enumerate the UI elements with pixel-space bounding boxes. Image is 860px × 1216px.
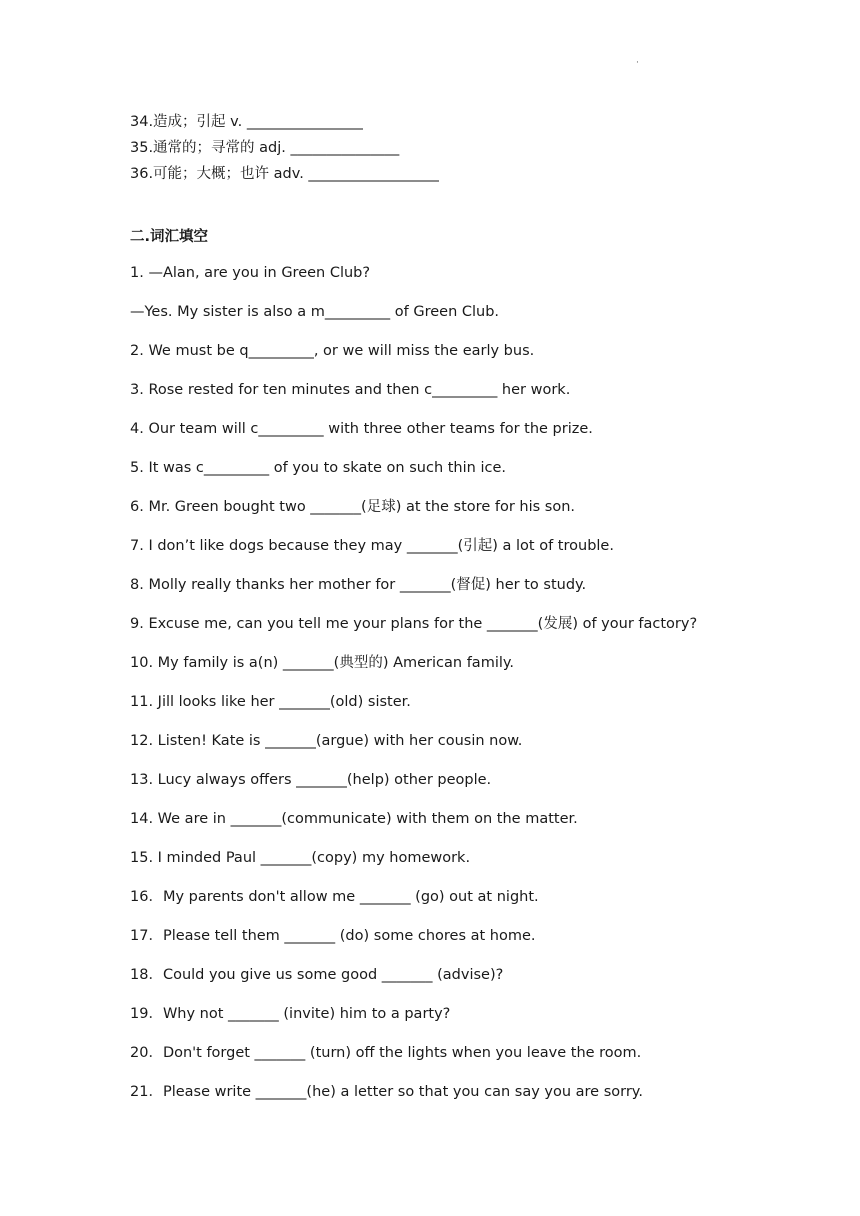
- vocab-item-35: 35.通常的；寻常的 adj. _______________: [130, 140, 400, 156]
- question-8: 8. Molly really thanks her mother for _______(督促) her to study.: [130, 577, 587, 593]
- page-mark: ·: [636, 58, 639, 68]
- vocab-list: [130, 109, 439, 187]
- question-13: 13. Lucy always offers _______(help) other people.: [130, 772, 492, 788]
- question-6: 6. Mr. Green bought two _______(足球) at the store for his son.: [130, 499, 575, 515]
- question-20: 20．Don't forget _______ (turn) off the lights when you leave the room.: [130, 1045, 642, 1061]
- vocab-item-36: 36.可能；大概；也许 adv. __________________: [130, 166, 439, 182]
- question-2: 2. We must be q_________, or we will miss the early bus.: [130, 343, 535, 359]
- question-12: 12. Listen! Kate is _______(argue) with her cousin now.: [130, 733, 523, 749]
- question-7: 7. I don’t like dogs because they may _______(引起) a lot of trouble.: [130, 538, 614, 554]
- question-1-prompt: 1. —Alan, are you in Green Club?: [130, 265, 371, 281]
- question-4: 4. Our team will c_________ with three other teams for the prize.: [130, 421, 593, 437]
- question-17: 17．Please tell them _______ (do) some chores at home.: [130, 928, 536, 944]
- section-title: 二.词汇填空: [130, 229, 209, 245]
- question-18: 18．Could you give us some good _______ (advise)?: [130, 967, 504, 983]
- question-list: [130, 264, 697, 1122]
- question-15: 15. I minded Paul _______(copy) my homework.: [130, 850, 471, 866]
- question-11: 11. Jill looks like her _______(old) sister.: [130, 694, 411, 710]
- question-14: 14. We are in _______(communicate) with them on the matter.: [130, 811, 578, 827]
- question-5: 5. It was c_________ of you to skate on such thin ice.: [130, 460, 506, 476]
- question-16: 16．My parents don't allow me _______ (go) out at night.: [130, 889, 539, 905]
- question-19: 19．Why not _______ (invite) him to a party?: [130, 1006, 451, 1022]
- question-9: 9. Excuse me, can you tell me your plans for the _______(发展) of your factory?: [130, 616, 698, 632]
- question-3: 3. Rose rested for ten minutes and then c_________ her work.: [130, 382, 571, 398]
- question-10: 10. My family is a(n) _______(典型的) American family.: [130, 655, 515, 671]
- question-21: 21．Please write _______(he) a letter so that you can say you are sorry.: [130, 1084, 643, 1100]
- question-1-answer: —Yes. My sister is also a m_________ of Green Club.: [130, 304, 500, 320]
- vocab-item-34: 34.造成；引起 v. ________________: [130, 114, 363, 130]
